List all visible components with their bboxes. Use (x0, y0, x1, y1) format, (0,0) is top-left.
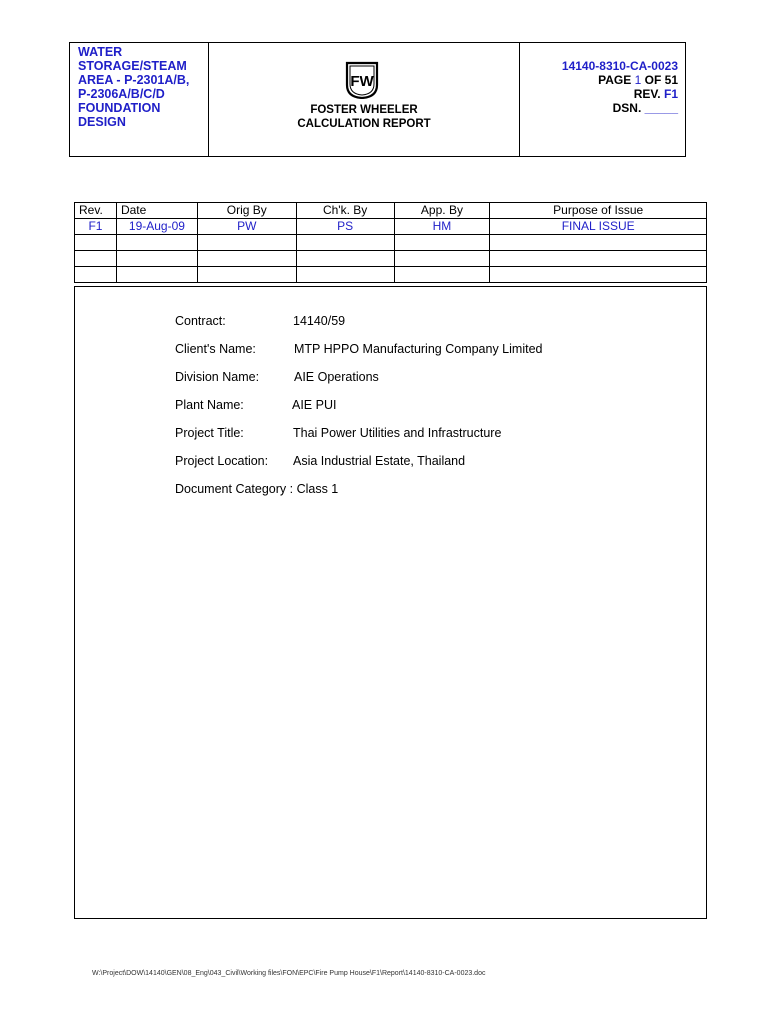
project-title-value: Thai Power Utilities and Infrastructure (293, 426, 502, 440)
file-path-footer: W:\Project\DOW\14140\GEN\08_Eng\043_Civil\Working files\FON\EPC\Fire Pump House\F1\Report\14140-8310-CA-0023.doc (92, 970, 486, 977)
table-row (75, 219, 707, 235)
header-company-cell (209, 43, 520, 156)
cell-date (116, 267, 197, 283)
revision-table (74, 202, 707, 283)
cell-purpose (490, 267, 707, 283)
company-block (209, 103, 519, 131)
revision-indicator (634, 87, 678, 101)
report-type: CALCULATION REPORT (297, 118, 431, 130)
cell-rev (75, 267, 117, 283)
cell-rev (75, 251, 117, 267)
revision-table-header (75, 203, 707, 219)
col-app-by: App. By (394, 203, 490, 219)
dsn-label: DSN. (612, 101, 642, 115)
cell-date: 19-Aug-09 (116, 219, 197, 235)
cell-app-by (394, 251, 490, 267)
cell-orig-by (197, 267, 296, 283)
cell-chk-by (296, 267, 394, 283)
header-title-cell (70, 43, 209, 156)
table-row (75, 267, 707, 283)
cell-purpose (490, 251, 707, 267)
contract-label: Contract: (175, 314, 226, 328)
contract-value: 14140/59 (293, 314, 346, 328)
company-name: FOSTER WHEELER (310, 104, 418, 116)
cell-orig-by (197, 251, 296, 267)
division-value: AIE Operations (294, 370, 379, 384)
cell-date (116, 251, 197, 267)
client-value: MTP HPPO Manufacturing Company Limited (294, 342, 543, 356)
cell-app-by (394, 267, 490, 283)
table-row (75, 251, 707, 267)
cell-purpose: FINAL ISSUE (490, 219, 707, 235)
cell-purpose (490, 235, 707, 251)
page-total: OF 51 (644, 73, 678, 87)
cell-app-by (394, 235, 490, 251)
document-header (69, 42, 686, 157)
project-location-value: Asia Industrial Estate, Thailand (293, 454, 466, 468)
col-date: Date (116, 203, 197, 219)
cell-chk-by (296, 251, 394, 267)
project-location-label: Project Location: (175, 454, 269, 468)
col-rev: Rev. (75, 203, 117, 219)
page-current: 1 (634, 73, 642, 87)
cell-orig-by: PW (197, 219, 296, 235)
col-orig-by: Orig By (197, 203, 296, 219)
plant-label: Plant Name: (175, 398, 244, 412)
page-label: PAGE (598, 73, 632, 87)
plant-value: AIE PUI (292, 398, 337, 412)
dsn-value: _____ (644, 101, 678, 115)
cell-orig-by (197, 235, 296, 251)
project-title-label: Project Title: (175, 426, 244, 440)
logo-text: FW (350, 73, 374, 90)
project-info-box (74, 286, 707, 919)
cell-rev (75, 235, 117, 251)
division-label: Division Name: (175, 370, 260, 384)
cell-app-by: HM (394, 219, 490, 235)
page-indicator (598, 73, 678, 87)
document-title: WATER STORAGE/STEAM AREA - P-2301A/B, P-2306A/B/C/D FOUNDATION DESIGN (78, 45, 190, 129)
foster-wheeler-logo-icon (344, 61, 380, 99)
rev-label: REV. (633, 87, 661, 101)
cell-date (116, 235, 197, 251)
cell-rev: F1 (75, 219, 117, 235)
cell-chk-by (296, 235, 394, 251)
col-purpose: Purpose of Issue (490, 203, 707, 219)
designer-indicator (613, 101, 678, 115)
client-label: Client's Name: (175, 342, 256, 356)
header-reference-cell (520, 43, 685, 156)
rev-value: F1 (663, 87, 678, 101)
table-row (75, 235, 707, 251)
document-number: 14140-8310-CA-0023 (561, 59, 678, 73)
document-category: Document Category : Class 1 (175, 482, 339, 496)
col-chk-by: Ch'k. By (296, 203, 394, 219)
cell-chk-by: PS (296, 219, 394, 235)
